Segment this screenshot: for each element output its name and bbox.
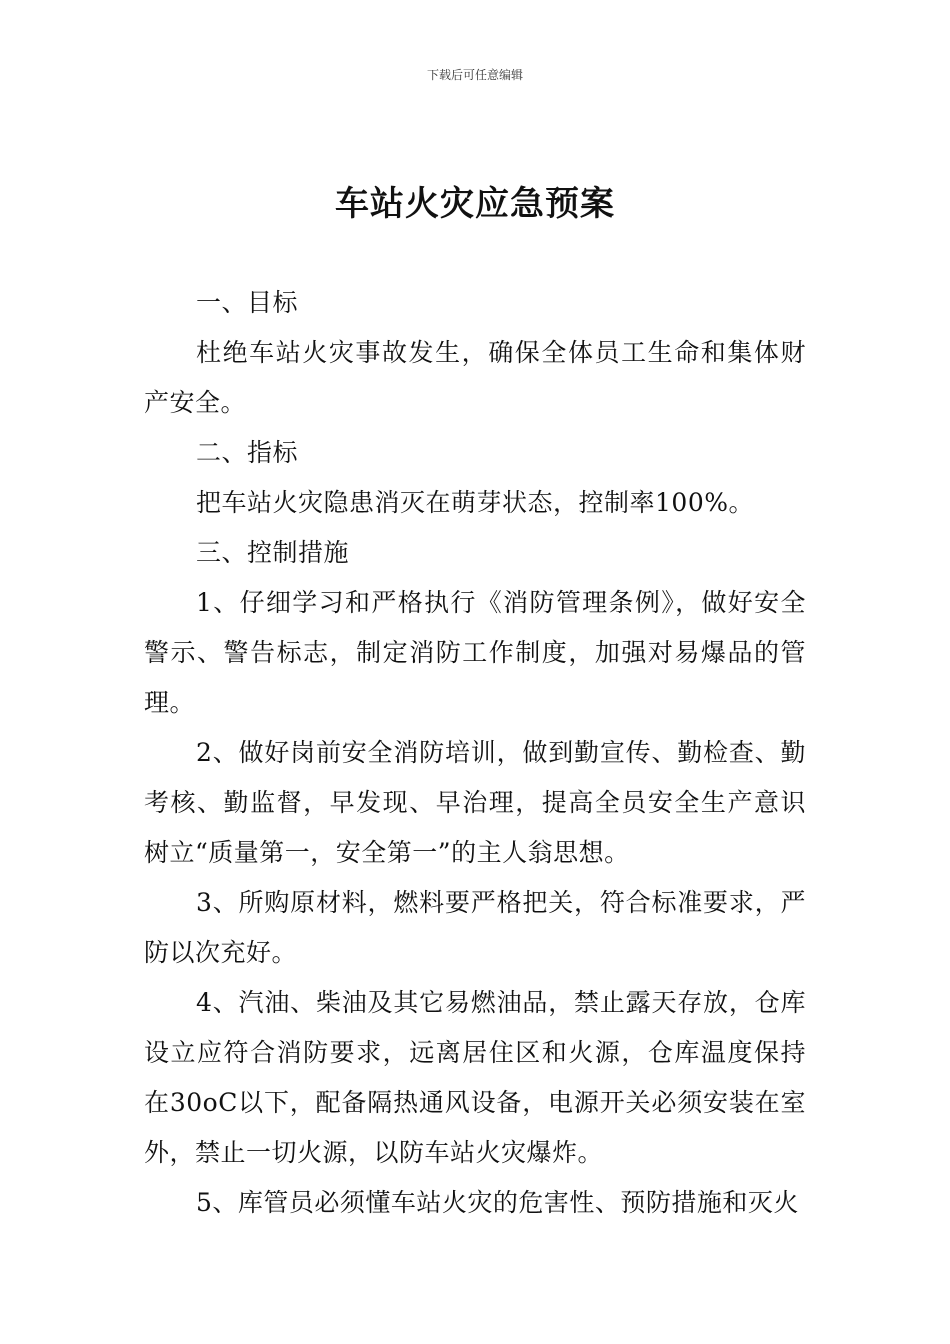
document-body (144, 278, 806, 1228)
header-note: 下载后可任意编辑 (426, 68, 523, 82)
document-title: 车站火灾应急预案 (335, 184, 615, 224)
paragraph-measure-5: 5、库管员必须懂车站火灾的危害性、预防措施和灭火 (196, 1188, 799, 1217)
paragraph-indicator: 把车站火灾隐患消灭在萌芽状态，控制率100%。 (196, 488, 754, 517)
paragraph-goal: 杜绝车站火灾事故发生，确保全体员工生命和集体财产安全。 (144, 338, 806, 417)
section-heading-measures: 三、控制措施 (196, 538, 350, 567)
paragraph-measure-1: 1、仔细学习和严格执行《消防管理条例》，做好安全警示、警告标志，制定消防工作制度，加强对易爆品的管理。 (144, 588, 806, 717)
paragraph-measure-4: 4、汽油、柴油及其它易燃油品，禁止露天存放，仓库设立应符合消防要求，远离居住区和火源，仓库温度保持在30oC以下，配备隔热通风设备，电源开关必须安装在室外，禁止一切火源，以防车站火灾爆炸。 (144, 988, 806, 1167)
paragraph-measure-2: 2、做好岗前安全消防培训，做到勤宣传、勤检查、勤考核、勤监督，早发现、早治理，提高全员安全生产意识树立“质量第一，安全第一”的主人翁思想。 (144, 738, 806, 867)
section-heading-indicator: 二、指标 (196, 438, 299, 467)
section-heading-goal: 一、目标 (196, 288, 299, 317)
paragraph-measure-3: 3、所购原材料，燃料要严格把关，符合标准要求，严防以次充好。 (144, 888, 806, 967)
